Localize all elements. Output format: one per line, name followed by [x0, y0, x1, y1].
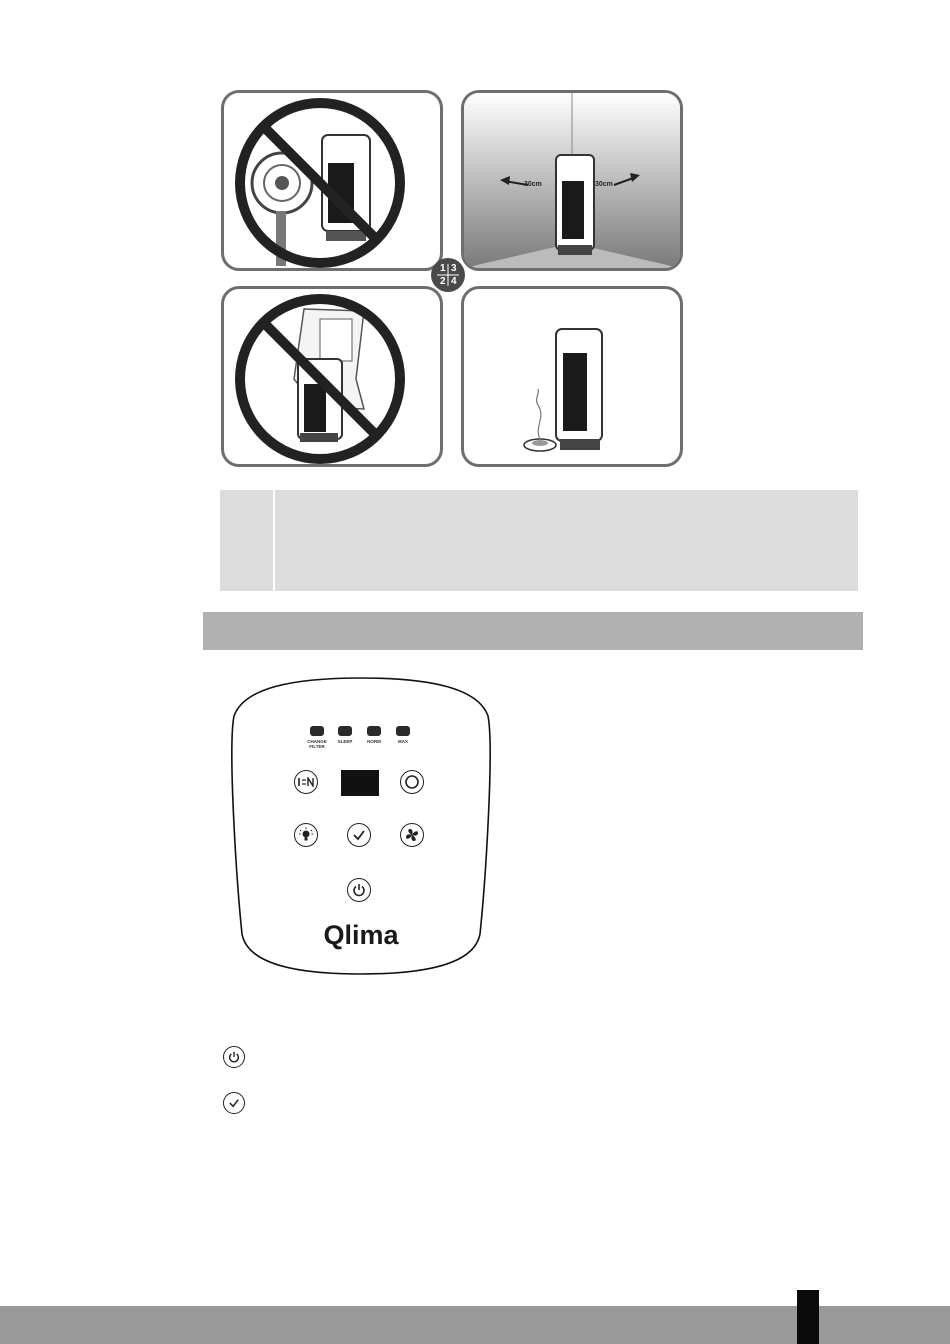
clearance-right-label: 30cm — [595, 181, 613, 188]
circle-icon — [404, 774, 420, 790]
legend-check-icon — [223, 1092, 245, 1114]
legend-power-icon — [223, 1046, 245, 1068]
note-box — [220, 490, 858, 591]
illustration-clearance — [461, 90, 683, 271]
fan-button[interactable] — [400, 823, 424, 847]
led-norm — [367, 726, 381, 736]
brand-logo: Qlima — [323, 920, 399, 950]
section-heading-bar — [203, 612, 863, 650]
led-label-change-filter: CHANGE FILTER — [307, 739, 327, 749]
note-box-divider — [273, 490, 275, 591]
light-button[interactable] — [294, 823, 318, 847]
order-number-4: 4 — [451, 276, 457, 287]
led-label-max: MAX — [398, 739, 408, 744]
clearance-left-label: 30cm — [524, 181, 542, 188]
check-icon — [228, 1098, 240, 1108]
control-panel-diagram — [230, 676, 492, 976]
led-label-sleep: SLEEP — [337, 739, 353, 744]
led-label-norm: NORM — [367, 739, 381, 744]
power-icon — [351, 882, 367, 898]
led-max — [396, 726, 410, 736]
ion-icon — [297, 777, 315, 787]
ion-button[interactable] — [294, 770, 318, 794]
illustration-flammable — [461, 286, 683, 467]
order-badge — [431, 258, 465, 292]
bulb-icon — [298, 827, 314, 843]
order-number-1: 1 — [440, 263, 446, 274]
timer-button[interactable] — [400, 770, 424, 794]
led-sleep — [338, 726, 352, 736]
power-icon — [227, 1050, 241, 1064]
display-screen — [341, 770, 379, 796]
page-tab — [797, 1290, 819, 1344]
fan-icon — [404, 827, 420, 843]
order-number-2: 2 — [440, 276, 446, 287]
illustration-no-cover — [221, 286, 443, 467]
power-button[interactable] — [347, 878, 371, 902]
order-number-3: 3 — [451, 263, 457, 274]
confirm-button[interactable] — [347, 823, 371, 847]
check-icon — [352, 829, 366, 841]
illustration-no-fan — [221, 90, 443, 271]
led-change-filter — [310, 726, 324, 736]
